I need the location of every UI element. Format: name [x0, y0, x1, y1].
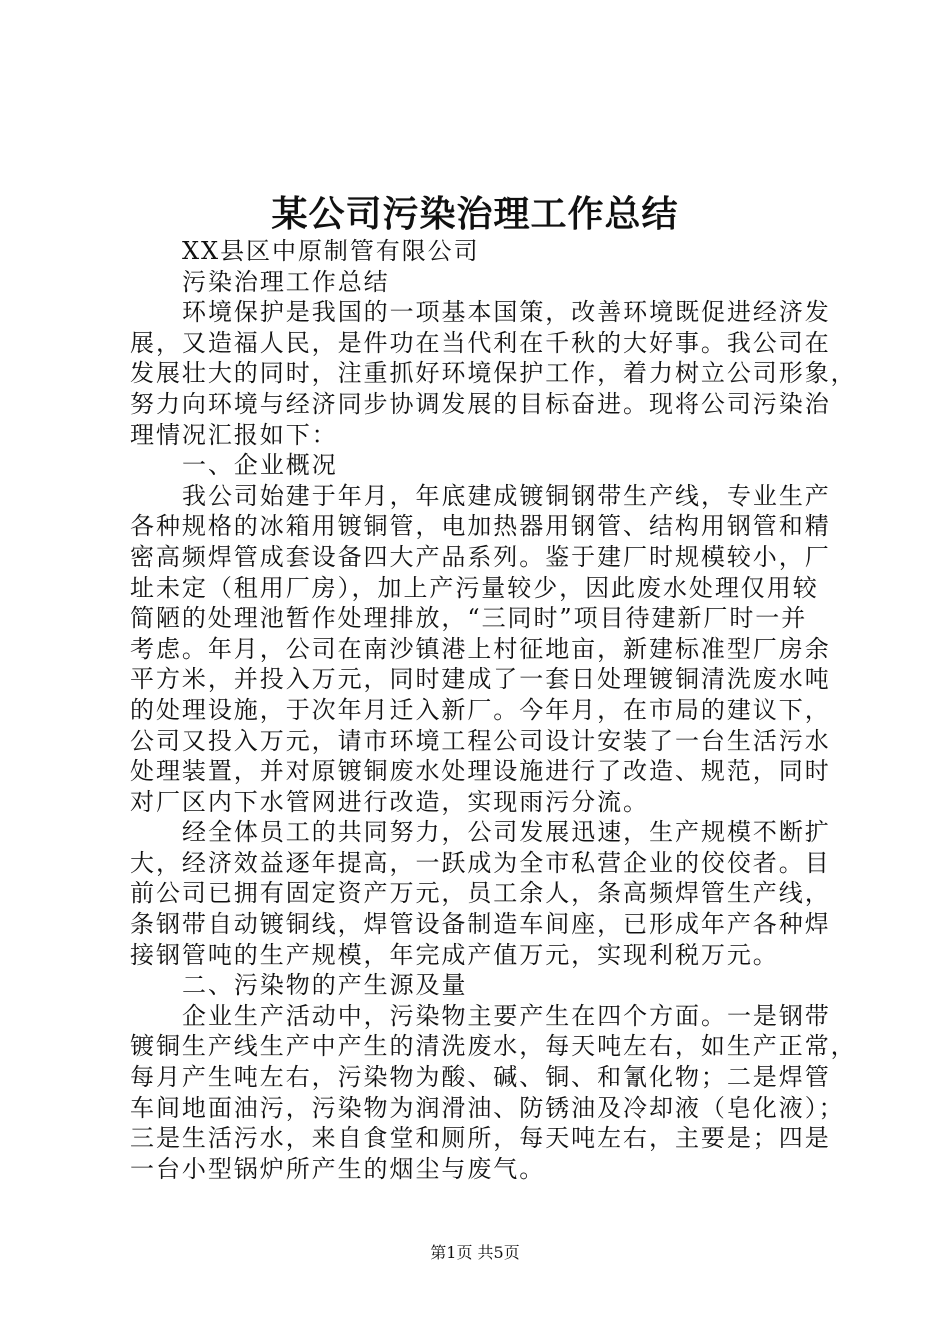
text-line: 平方米，并投入万元，同时建成了一套日处理镀铜清洗废水吨 — [130, 665, 831, 694]
document-body — [130, 236, 857, 1184]
text-line: 前公司已拥有固定资产万元，员工余人，条高频焊管生产线， — [130, 879, 831, 908]
text-line: XX县区中原制管有限公司 — [182, 237, 480, 265]
text-line: 的处理设施，于次年月迁入新厂。今年月，在市局的建议下， — [130, 695, 831, 724]
text-line: 处理装置，并对原镀铜废水处理设施进行了改造、规范，同时 — [130, 757, 831, 786]
text-line: 各种规格的冰箱用镀铜管，电加热器用钢管、结构用钢管和精 — [130, 512, 831, 541]
text-line: 经全体员工的共同努力，公司发展迅速，生产规模不断扩 — [182, 818, 831, 847]
text-line: 企业生产活动中，污染物主要产生在四个方面。一是钢带 — [182, 1001, 831, 1030]
text-line: 每月产生吨左右，污染物为酸、碱、铜、和氰化物；二是焊管 — [130, 1063, 831, 1092]
text-line: 我公司始建于年月，年底建成镀铜钢带生产线，专业生产 — [182, 481, 831, 510]
text-line: 密高频焊管成套设备四大产品系列。鉴于建厂时规模较小，厂 — [130, 542, 831, 571]
text-line: 环境保护是我国的一项基本国策，改善环境既促进经济发 — [182, 298, 831, 327]
text-line: 三是生活污水，来自食堂和厕所，每天吨左右，主要是；四是 — [130, 1124, 831, 1153]
text-line: 简陋的处理池暂作处理排放，“三同时”项目待建新厂时一并 — [130, 604, 808, 633]
text-line: 接钢管吨的生产规模，年完成产值万元，实现利税万元。 — [130, 940, 779, 969]
text-line: 考虑。年月，公司在南沙镇港上村征地亩，新建标准型厂房余 — [130, 634, 831, 663]
text-line: 条钢带自动镀铜线，焊管设备制造车间座，已形成年产各种焊 — [130, 910, 831, 939]
text-line: 车间地面油污，污染物为润滑油、防锈油及冷却液（皂化液）； — [130, 1093, 845, 1122]
text-line: 一、企业概况 — [182, 451, 338, 480]
text-line: 二、污染物的产生源及量 — [182, 971, 468, 1000]
document-title: 某公司污染治理工作总结 — [271, 194, 679, 235]
text-line: 址未定（租用厂房），加上产污量较少，因此废水处理仅用较 — [130, 573, 819, 602]
text-line: 一台小型锅炉所产生的烟尘与废气。 — [130, 1154, 546, 1183]
page-footer: 第1页 共5页 — [430, 1243, 520, 1262]
text-line: 展，又造福人民，是件功在当代利在千秋的大好事。我公司在 — [130, 328, 831, 357]
text-line: 对厂区内下水管网进行改造，实现雨污分流。 — [130, 787, 649, 816]
text-line: 公司又投入万元，请市环境工程公司设计安装了一台生活污水 — [130, 726, 831, 755]
text-line: 大，经济效益逐年提高，一跃成为全市私营企业的佼佼者。目 — [130, 848, 831, 877]
text-line: 发展壮大的同时，注重抓好环境保护工作，着力树立公司形象， — [130, 359, 857, 388]
text-line: 努力向环境与经济同步协调发展的目标奋进。现将公司污染治 — [130, 389, 831, 418]
text-line: 理情况汇报如下： — [130, 420, 338, 449]
text-line: 污染治理工作总结 — [182, 267, 390, 296]
text-line: 镀铜生产线生产中产生的清洗废水，每天吨左右，如生产正常， — [130, 1032, 857, 1061]
